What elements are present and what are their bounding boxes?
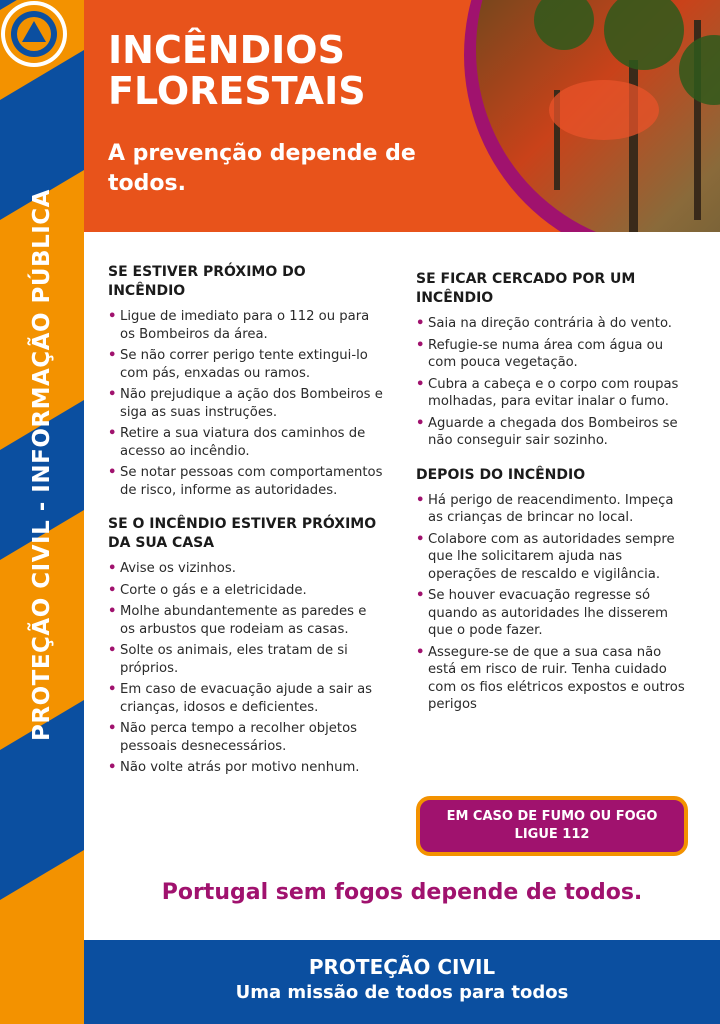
list-item: • Não prejudique a ação dos Bombeiros e siga as suas instruções.	[108, 386, 384, 421]
protecao-civil-logo-icon	[0, 0, 68, 68]
list-item: • Solte os animais, eles tratam de si próprios.	[108, 642, 384, 677]
page-title: INCÊNDIOS FLORESTAIS	[108, 28, 366, 113]
header	[84, 0, 720, 232]
section-near-fire	[108, 263, 384, 499]
section-title: DEPOIS DO INCÊNDIO	[416, 466, 586, 483]
list-item: • Se não correr perigo tente extingui-lo com pás, enxadas ou ramos.	[108, 347, 384, 382]
list-item: • Aguarde a chegada dos Bombeiros se não conseguir sair sozinho.	[416, 415, 692, 450]
sidebar	[0, 0, 84, 1024]
list-item: • Assegure-se de que a sua casa não está em risco de ruir. Tenha cuidado com os fios elétricos expostos e outros perigos	[416, 644, 692, 714]
slogan: Portugal sem fogos depende de todos.	[161, 880, 643, 905]
list-item: • Há perigo de reacendimento. Impeça as crianças de brincar no local.	[416, 492, 692, 527]
right-column	[416, 270, 692, 730]
section-title: SE ESTIVER PRÓXIMO DO INCÊNDIO	[108, 264, 306, 299]
section-after-fire	[416, 466, 692, 714]
list-item: • Refugie-se numa área com água ou com pouca vegetação.	[416, 337, 692, 372]
section-surrounded	[416, 270, 692, 450]
footer	[84, 940, 720, 1024]
list-item: • Molhe abundantemente as paredes e os arbustos que rodeiam as casas.	[108, 603, 384, 638]
list-item: • Não perca tempo a recolher objetos pessoais desnecessários.	[108, 720, 384, 755]
list-item: • Avise os vizinhos.	[108, 560, 384, 578]
list-item: • Não volte atrás por motivo nenhum.	[108, 759, 384, 777]
emergency-call-box: EM CASO DE FUMO OU FOGO LIGUE 112	[416, 796, 688, 856]
footer-title: PROTEÇÃO CIVIL	[308, 955, 496, 979]
list-item: • Se houver evacuação regresse só quando as autoridades lhe disserem que o pode fazer.	[416, 587, 692, 640]
vertical-title: PROTEÇÃO CIVIL - INFORMAÇÃO PÚBLICA	[29, 189, 55, 741]
left-column	[108, 263, 384, 793]
list-item: • Retire a sua viatura dos caminhos de acesso ao incêndio.	[108, 425, 384, 460]
list-item: • Cubra a cabeça e o corpo com roupas molhadas, para evitar inalar o fumo.	[416, 376, 692, 411]
list-item: • Em caso de evacuação ajude a sair as crianças, idosos e deficientes.	[108, 681, 384, 716]
footer-subtitle: Uma missão de todos para todos	[235, 982, 569, 1003]
section-title: SE FICAR CERCADO POR UM INCÊNDIO	[416, 271, 636, 306]
list-item: • Ligue de imediato para o 112 ou para os Bombeiros da área.	[108, 308, 384, 343]
list-item: • Se notar pessoas com comportamentos de risco, informe as autoridades.	[108, 464, 384, 499]
list-item: • Colabore com as autoridades sempre que lhe solicitarem ajuda nas operações de rescaldo e vigilância.	[416, 531, 692, 584]
page-subtitle: A prevenção depende de todos.	[108, 141, 416, 196]
list-item: • Saia na direção contrária à do vento.	[416, 315, 692, 333]
section-near-house	[108, 515, 384, 777]
list-item: • Corte o gás e a eletricidade.	[108, 582, 384, 600]
section-title: SE O INCÊNDIO ESTIVER PRÓXIMO DA SUA CASA	[108, 516, 377, 551]
